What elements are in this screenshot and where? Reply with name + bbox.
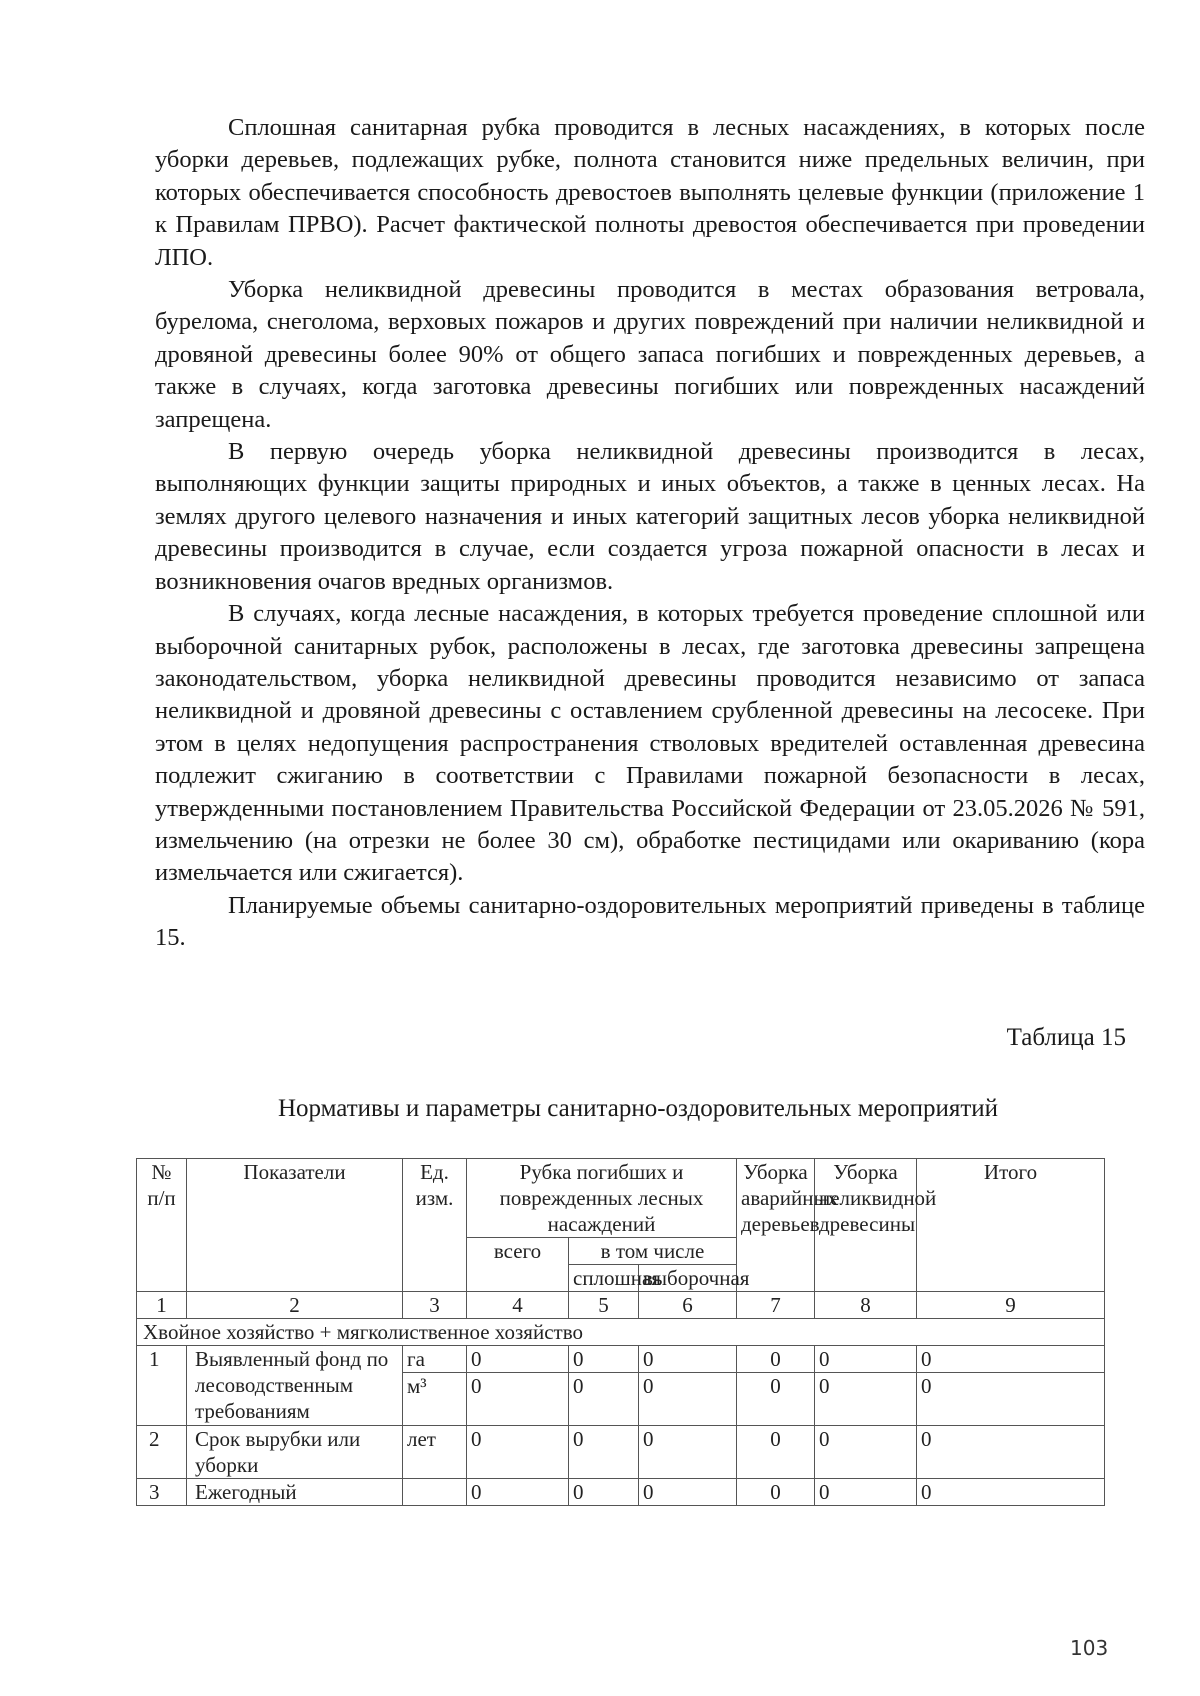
column-number: 8	[815, 1292, 917, 1319]
header-selective: выборочная	[639, 1265, 737, 1292]
row-label: Выявленный фонд по лесоводственным требованиям	[187, 1346, 403, 1426]
column-number: 7	[737, 1292, 815, 1319]
column-numbers-row	[137, 1292, 1105, 1319]
table-row	[137, 1479, 1105, 1506]
paragraph-planned-volumes: Планируемые объемы санитарно-оздоровительных мероприятий приведены в таблице 15.	[155, 891, 1145, 952]
value-cell: 0	[639, 1346, 737, 1373]
header-indicators: Показатели	[187, 1159, 403, 1292]
value-cell: 0	[815, 1426, 917, 1479]
table-header	[137, 1159, 1105, 1292]
row-number: 2	[137, 1426, 187, 1479]
row-unit	[403, 1479, 467, 1506]
column-number: 9	[917, 1292, 1105, 1319]
body-text	[155, 112, 1145, 955]
header-num: № п/п	[137, 1159, 187, 1292]
page-number: 103	[1070, 1636, 1109, 1660]
column-number: 6	[639, 1292, 737, 1319]
sanitary-measures-table	[136, 1158, 1105, 1506]
value-cell: 0	[737, 1346, 815, 1373]
header-unit: Ед. изм.	[403, 1159, 467, 1292]
value-cell: 0	[569, 1373, 639, 1426]
value-cell: 0	[737, 1373, 815, 1426]
table-row	[137, 1346, 1105, 1373]
value-cell: 0	[917, 1346, 1105, 1373]
section-title: Хвойное хозяйство + мягколиственное хозяйство	[137, 1319, 1105, 1346]
row-unit: м³	[403, 1373, 467, 1426]
paragraph-illiquid-wood-cleanup: Уборка неликвидной древесины проводится в местах образования ветровала, бурелома, снеголома, верховых пожаров и других повреждений при наличии неликвидной и дровяной древесины более 90% от общего запаса погибших и поврежденных деревьев, а также в случаях, когда заготовка древесины погибших или поврежденных насаждений запрещена.	[155, 276, 1145, 433]
value-cell: 0	[639, 1426, 737, 1479]
column-number: 3	[403, 1292, 467, 1319]
column-number: 1	[137, 1292, 187, 1319]
header-including: в том числе	[569, 1238, 737, 1265]
header-illiquid: Уборка неликвидной древесины	[815, 1159, 917, 1292]
paragraph-prohibited-harvest: В случаях, когда лесные насаждения, в которых требуется проведение сплошной или выборочной санитарных рубок, расположены в лесах, где заготовка древесины запрещена законодательством, уборка неликвидной древесины проводится независимо от запаса неликвидной и дровяной древесины с оставлением срубленной древесины на лесосеке. При этом в целях недопущения распространения стволовых вредителей оставленная древесина подлежит сжиганию в соответствии с Правилами пожарной безопасности в лесах, утвержденными постановлением Правительства Российской Федерации от 23.05.2026 № 591, измельчению (на отрезки не более 30 см), обработке пестицидами или окариванию (кора измельчается или сжигается).	[155, 600, 1145, 887]
value-cell: 0	[815, 1479, 917, 1506]
header-total-all: всего	[467, 1238, 569, 1292]
header-sum: Итого	[917, 1159, 1105, 1292]
row-unit: лет	[403, 1426, 467, 1479]
value-cell: 0	[569, 1479, 639, 1506]
value-cell: 0	[467, 1479, 569, 1506]
value-cell: 0	[917, 1479, 1105, 1506]
row-number: 3	[137, 1479, 187, 1506]
column-number: 4	[467, 1292, 569, 1319]
header-emergency: Уборка аварийных деревьев	[737, 1159, 815, 1292]
paragraph-clear-sanitary-felling: Сплошная санитарная рубка проводится в лесных насаждениях, в которых после уборки деревьев, подлежащих рубке, полнота становится ниже предельных величин, при которых обеспечивается способность древостоев выполнять целевые функции (приложение 1 к Правилам ПРВО). Расчет фактической полноты древостоя обеспечивается при проведении ЛПО.	[155, 114, 1145, 271]
paragraph-priority-cleanup: В первую очередь уборка неликвидной древесины производится в лесах, выполняющих функции защиты природных и иных объектов, а также в ценных лесах. На землях другого целевого назначения и иных категорий защитных лесов уборка неликвидной древесины производится в случае, если создается угроза пожарной опасности в лесах и возникновения очагов вредных организмов.	[155, 438, 1145, 595]
value-cell: 0	[737, 1479, 815, 1506]
table-number: Таблица 15	[1006, 1024, 1126, 1051]
column-number: 2	[187, 1292, 403, 1319]
value-cell: 0	[917, 1426, 1105, 1479]
value-cell: 0	[467, 1346, 569, 1373]
row-unit: га	[403, 1346, 467, 1373]
table-caption: Нормативы и параметры санитарно-оздоровительных мероприятий	[277, 1095, 999, 1122]
value-cell: 0	[815, 1373, 917, 1426]
header-felling: Рубка погибших и поврежденных лесных насаждений	[467, 1159, 737, 1238]
value-cell: 0	[917, 1373, 1105, 1426]
row-label: Ежегодный	[187, 1479, 403, 1506]
row-label: Срок вырубки или уборки	[187, 1426, 403, 1479]
table-row	[137, 1426, 1105, 1479]
section-row	[137, 1319, 1105, 1346]
value-cell: 0	[467, 1373, 569, 1426]
value-cell: 0	[639, 1479, 737, 1506]
row-number: 1	[137, 1346, 187, 1426]
value-cell: 0	[815, 1346, 917, 1373]
value-cell: 0	[569, 1426, 639, 1479]
header-clear: сплошная	[569, 1265, 639, 1292]
value-cell: 0	[737, 1426, 815, 1479]
column-number: 5	[569, 1292, 639, 1319]
value-cell: 0	[569, 1346, 639, 1373]
value-cell: 0	[639, 1373, 737, 1426]
value-cell: 0	[467, 1426, 569, 1479]
